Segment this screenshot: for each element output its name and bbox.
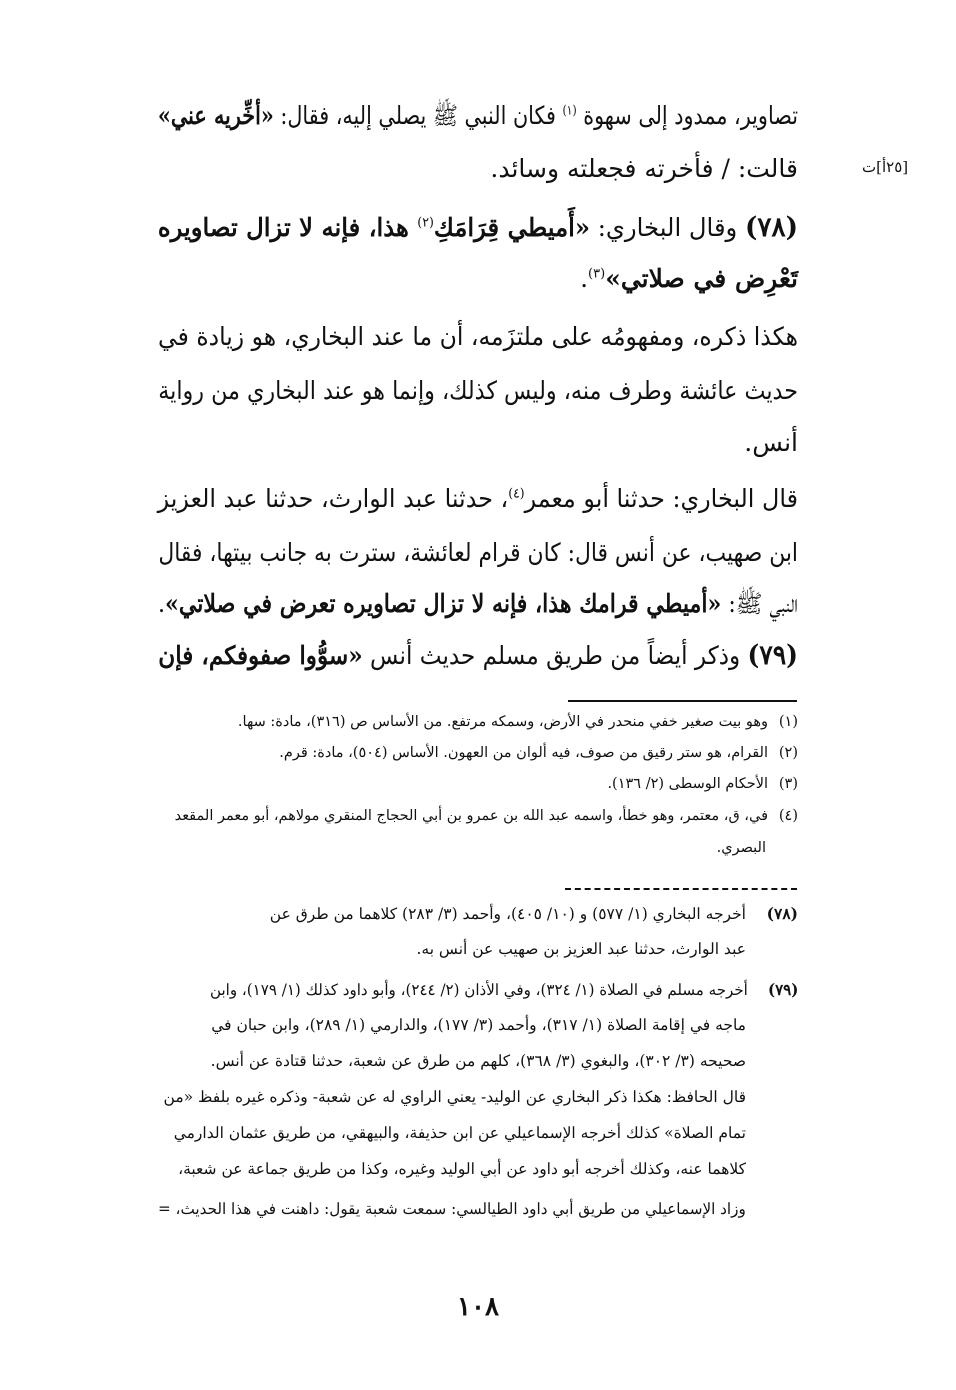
hadith-number-78: (٧٨) — [744, 212, 798, 243]
main-text-line-9 — [158, 538, 798, 567]
takhrij-number: (٧٩) — [767, 980, 798, 999]
text: هكذا ذكره، ومفهومُه على ملتزَمه، أن ما عند البخاري، هو زيادة في — [158, 322, 798, 351]
takhrij-78-line-2: عبد الوارث، حدثنا عبد العزيز بن صهيب عن أنس به. — [416, 940, 746, 958]
footnote-3 — [607, 776, 798, 792]
main-text-line-8 — [157, 484, 798, 513]
main-text-line-11 — [158, 640, 798, 671]
hadith-quote: «أميطي قرامك هذا، فإنه لا تزال تصاويره تعرض في صلاتي» — [165, 589, 722, 618]
text: أنس. — [744, 428, 798, 457]
footnote-1 — [238, 714, 798, 730]
footnote-number: (١) — [778, 714, 798, 730]
footnote-ref-2[interactable]: (٢) — [417, 215, 434, 231]
footnote-ref-3[interactable]: (٣) — [588, 266, 606, 282]
footnote-4 — [175, 808, 798, 824]
takhrij-79-line-1 — [210, 980, 798, 999]
footnote-2 — [279, 745, 798, 761]
manuscript-folio-marker: [٢٥أ]ت — [862, 158, 909, 176]
takhrij-text: أخرجه مسلم في الصلاة (١/ ٣٢٤)، وفي الأذان (٢/ ٢٤٤)، وأبو داود كذلك (١/ ١٧٩)، وابن — [209, 981, 748, 999]
text: فكان النبي ﷺ يصلي إليه، فقال: — [273, 101, 563, 130]
takhrij-79-line-2: ماجه في إقامة الصلاة (١/ ٣١٧)، وأحمد (٣/ ١٧٧)، والدارمي (١/ ٢٨٩)، وابن حبان في — [211, 1016, 746, 1034]
text: وذكر أيضاً من طريق مسلم حديث أنس — [362, 641, 748, 670]
main-text-line-3 — [157, 212, 798, 243]
takhrij-78-line-1 — [270, 904, 798, 923]
text: ابن صهيب، عن أنس قال: كان قرام لعائشة، سترت به جانب بيتها، فقال — [158, 538, 798, 567]
footnote-separator — [568, 700, 797, 702]
takhrij-number: (٧٨) — [766, 904, 798, 923]
hadith-number-79: (٧٩) — [747, 640, 798, 671]
main-text-line-10 — [158, 588, 798, 625]
text: تصاوير، ممدود إلى سهوة — [576, 101, 798, 130]
footnote-number: (٣) — [778, 776, 798, 792]
page-number: ١٠٨ — [457, 1292, 499, 1322]
text: . — [580, 264, 589, 293]
footnote-text: وهو بيت صغير خفي منحدر في الأرض، وسمكه مرتفع. من الأساس ص (٣١٦)، مادة: سها. — [237, 714, 768, 730]
main-text-line-6 — [158, 376, 798, 405]
text: قال البخاري: حدثنا أبو معمر — [524, 484, 798, 513]
main-text-line-4 — [158, 264, 798, 293]
footnote-text: الأحكام الوسطى (٢/ ١٣٦). — [607, 776, 768, 792]
footnote-number: (٤) — [778, 808, 798, 824]
main-text-line-5 — [158, 322, 798, 351]
main-text-line-1 — [157, 100, 798, 137]
takhrij-79-line-7: وزاد الإسماعيلي من طريق أبي داود الطيالسي: سمعت شعبة يقول: داهنت في هذا الحديث، = — [158, 1200, 746, 1218]
text: قالت: / فأخرته فجعلته وسائد. — [490, 154, 798, 183]
hadith-quote: تَعْرِض في صلاتي» — [605, 264, 798, 293]
takhrij-79-line-4: قال الحافظ: هكذا ذكر البخاري عن الوليد- يعني الراوي له عن شعبة- وذكره غيره بلفظ «من — [163, 1088, 746, 1106]
footnote-number: (٢) — [778, 745, 798, 761]
takhrij-text: أخرجه البخاري (١/ ٥٧٧) و (١٠/ ٤٠٥)، وأحمد (٣/ ٢٨٣) كلاهما من طرق عن — [269, 905, 746, 923]
footnote-ref-4[interactable]: (٤) — [508, 486, 525, 502]
footnote-text: في، ق، معتمر، وهو خطأ، واسمه عبد الله بن عمرو بن أبي الحجاج المنقري مولاهم، أبو معمر المقعد — [174, 808, 768, 824]
text: النبي ﷺ: — [721, 589, 798, 618]
main-text-line-7 — [158, 428, 798, 457]
footnote-4-continuation: البصري. — [716, 840, 766, 856]
text: ، حدثنا عبد الوارث، حدثنا عبد العزيز — [157, 484, 509, 513]
takhrij-79-line-3: صحيحه (٣/ ٣٠٢)، والبغوي (٣/ ٣٦٨)، كلهم من طرق عن شعبة، حدثنا قتادة عن أنس. — [210, 1052, 746, 1070]
hadith-quote: «أخِّريه عني» — [157, 101, 274, 130]
footnote-text: القرام، هو ستر رقيق من صوف، فيه ألوان من العهون. الأساس (٥٠٤)، مادة: قرم. — [279, 745, 768, 761]
footnote-ref-1[interactable]: (١) — [562, 103, 577, 119]
hadith-quote: هذا، فإنه لا تزال تصاويره — [157, 213, 418, 242]
text: حديث عائشة وطرف منه، وليس كذلك، وإنما هو عند البخاري من رواية — [158, 376, 798, 405]
main-text-line-2 — [158, 154, 798, 183]
text: وقال البخاري: — [590, 213, 745, 242]
takhrij-79-line-5: تمام الصلاة» كذلك أخرجه الإسماعيلي عن ابن حذيفة، والبيهقي، من طريق عثمان الدارمي — [173, 1124, 746, 1142]
takhrij-separator — [565, 888, 797, 890]
hadith-quote: «أَميطي قِرَامَكِ — [433, 213, 591, 242]
hadith-quote: «سوُّوا صفوفكم، فإن — [158, 641, 363, 670]
takhrij-79-line-6: كلاهما عنه، وكذلك أخرجه أبو داود عن أبي الوليد وغيره، وكذا من طريق جماعة عن شعبة، — [178, 1160, 746, 1178]
text: . — [158, 589, 166, 618]
